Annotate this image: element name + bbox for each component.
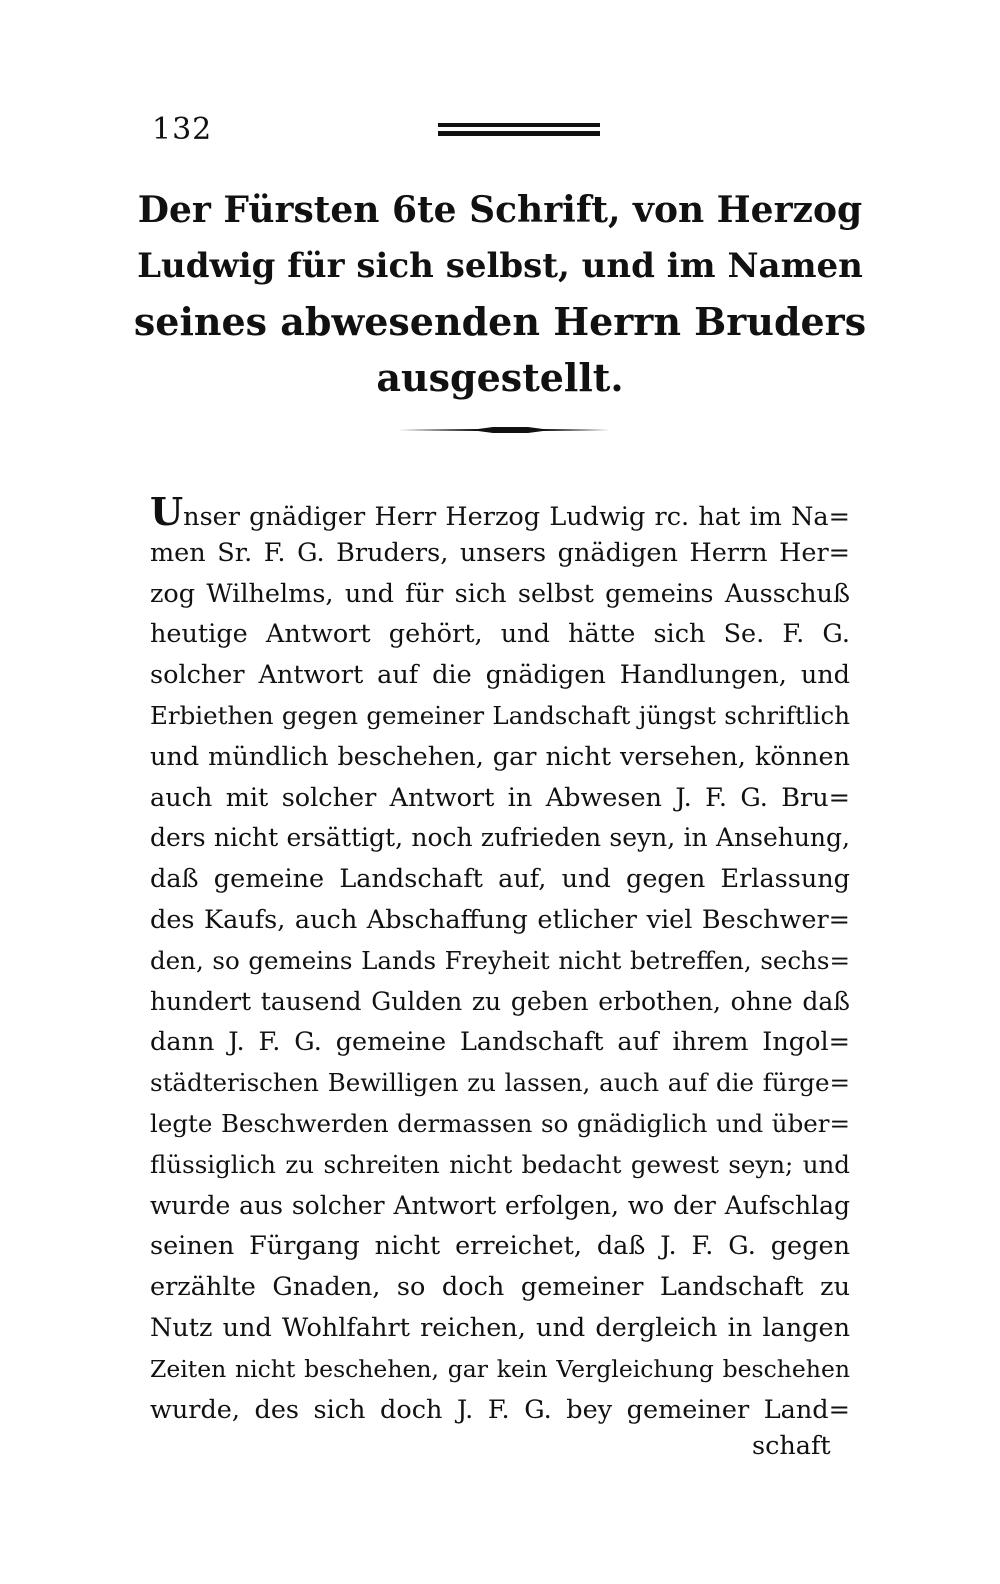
text-line: men Sr. F. G. Bruders, unsers gnädigen Herrn Her= <box>150 537 850 568</box>
text-line: dann J. F. G. gemeine Landschaft auf ihrem Ingol= <box>150 1027 850 1058</box>
text-line: zog Wilhelms, und für sich selbst gemeins Ausschuß <box>150 578 850 609</box>
section-divider-rule <box>398 426 610 434</box>
header-rule-lower <box>438 131 600 136</box>
page-number: 132 <box>152 112 213 147</box>
text-line: hundert tausend Gulden zu geben erbothen, ohne daß <box>150 986 850 1016</box>
text-line: Unser gnädiger Herr Herzog Ludwig rc. hat im Na= <box>150 489 850 534</box>
text-line: Erbiethen gegen gemeiner Landschaft jüngst schriftlich <box>150 700 850 730</box>
text-line: des Kaufs, auch Abschaffung etlicher viel Beschwer= <box>150 904 850 935</box>
text-line: flüssiglich zu schreiten nicht bedacht gewest seyn; und <box>150 1149 850 1179</box>
header-rule-upper <box>438 123 600 127</box>
body-paragraph <box>150 489 850 1430</box>
heading-line: ausgestellt. <box>376 355 624 400</box>
text-line: Nutz und Wohlfahrt reichen, und dergleich in langen <box>150 1312 850 1343</box>
text-line: ders nicht ersättigt, noch zufrieden seyn, in Ansehung, <box>150 823 850 853</box>
text-line: wurde aus solcher Antwort erfolgen, wo der Aufschlag <box>150 1190 850 1220</box>
text-line: städterischen Bewilligen zu lassen, auch auf die fürge= <box>150 1068 850 1098</box>
text-line: heutige Antwort gehört, und hätte sich Se. F. G. <box>150 619 850 650</box>
text-line: seinen Fürgang nicht erreichet, daß J. F. G. gegen <box>150 1231 850 1262</box>
chapter-heading <box>130 182 870 406</box>
text-line: und mündlich beschehen, gar nicht versehen, können <box>150 741 850 772</box>
text-line: wurde, des sich doch J. F. G. bey gemeiner Land= <box>150 1394 850 1425</box>
divider-ornament <box>398 426 610 434</box>
text-line: Zeiten nicht beschehen, gar kein Vergleichung beschehen <box>150 1354 850 1383</box>
heading-line: Der Fürsten 6te Schrift, von Herzog <box>137 189 863 231</box>
catchword: schaft <box>752 1431 831 1461</box>
text-line: den, so gemeins Lands Freyheit nicht betreffen, sechs= <box>150 945 850 975</box>
heading-line: Ludwig für sich selbst, und im Namen <box>137 246 863 286</box>
text-line: solcher Antwort auf die gnädigen Handlungen, und <box>150 660 850 691</box>
header-double-rule <box>438 123 600 137</box>
text-line: auch mit solcher Antwort in Abwesen J. F. G. Bru= <box>150 782 850 813</box>
text-line: legte Beschwerden dermassen so gnädiglich und über= <box>150 1108 850 1138</box>
heading-line: seines abwesenden Herrn Bruders <box>133 299 867 344</box>
text-line: daß gemeine Landschaft auf, und gegen Erlassung <box>150 864 850 895</box>
text-line: erzählte Gnaden, so doch gemeiner Landschaft zu <box>150 1272 850 1303</box>
